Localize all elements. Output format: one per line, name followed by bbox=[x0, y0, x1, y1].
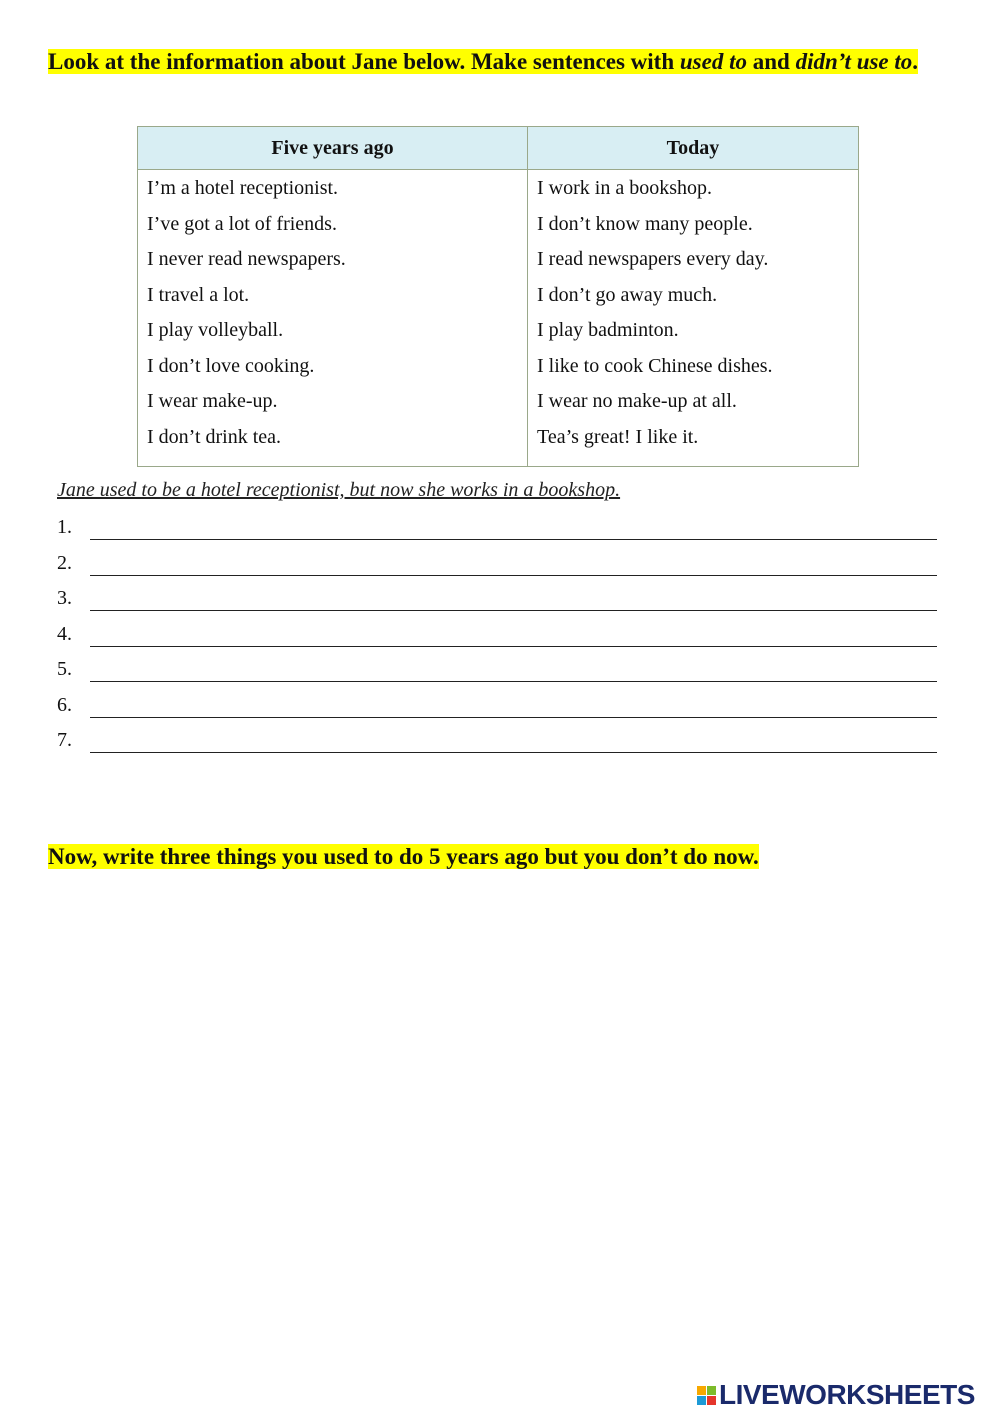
today-item: Tea’s great! I like it. bbox=[537, 425, 699, 448]
past-column bbox=[138, 170, 528, 467]
answer-number: 5. bbox=[57, 658, 72, 680]
past-item: I’ve got a lot of friends. bbox=[147, 212, 337, 235]
answer-row bbox=[57, 691, 937, 727]
answer-row bbox=[57, 620, 937, 656]
answer-row bbox=[57, 549, 937, 585]
second-instruction bbox=[48, 841, 759, 873]
today-item: I wear no make-up at all. bbox=[537, 390, 737, 412]
logo-square bbox=[697, 1386, 706, 1395]
header-today: Today bbox=[528, 127, 859, 170]
answer-blank-1[interactable] bbox=[90, 539, 937, 540]
answer-blank-2[interactable] bbox=[90, 575, 937, 576]
jane-info-table bbox=[137, 126, 859, 467]
answer-number: 7. bbox=[57, 729, 72, 751]
answer-number: 1. bbox=[57, 516, 72, 538]
answer-row bbox=[57, 584, 937, 620]
logo-text: LIVEWORKSHEETS bbox=[719, 1379, 975, 1410]
answer-number: 2. bbox=[57, 551, 72, 574]
logo-square bbox=[697, 1396, 706, 1405]
past-item: I don’t drink tea. bbox=[147, 425, 282, 448]
today-item: I don’t know many people. bbox=[537, 212, 753, 235]
answer-number: 4. bbox=[57, 622, 72, 645]
today-item: I don’t go away much. bbox=[537, 283, 718, 306]
today-item: I play badminton. bbox=[537, 319, 679, 341]
past-item: I wear make-up. bbox=[147, 390, 278, 412]
answer-blank-6[interactable] bbox=[90, 717, 937, 718]
logo-mark-icon bbox=[697, 1386, 716, 1405]
liveworksheets-logo bbox=[697, 1380, 975, 1410]
today-column bbox=[528, 170, 859, 467]
answer-row bbox=[57, 726, 937, 762]
today-item: I like to cook Chinese dishes. bbox=[537, 354, 773, 377]
past-item: I travel a lot. bbox=[147, 283, 250, 306]
example-sentence: Jane used to be a hotel receptionist, but now she works in a bookshop. bbox=[57, 479, 621, 501]
answer-blank-5[interactable] bbox=[90, 681, 937, 682]
answer-blank-4[interactable] bbox=[90, 646, 937, 647]
answer-lines bbox=[57, 513, 937, 762]
answer-row bbox=[57, 655, 937, 691]
past-item: I never read newspapers. bbox=[147, 248, 346, 270]
answer-number: 6. bbox=[57, 693, 72, 716]
instruction-highlight: Look at the information about Jane below. Make sentences with used to and didn’t use to. bbox=[48, 49, 919, 74]
second-instruction-text: Now, write three things you used to do 5 years ago but you don’t do now. bbox=[48, 844, 759, 869]
today-item: I work in a bookshop. bbox=[537, 177, 712, 199]
answer-blank-7[interactable] bbox=[90, 752, 937, 753]
past-item: I’m a hotel receptionist. bbox=[147, 177, 339, 199]
header-five-years-ago: Five years ago bbox=[138, 127, 528, 170]
instruction-heading bbox=[48, 44, 948, 80]
past-item: I don’t love cooking. bbox=[147, 354, 315, 377]
answer-number: 3. bbox=[57, 587, 72, 609]
logo-square bbox=[707, 1386, 716, 1395]
past-item: I play volleyball. bbox=[147, 319, 284, 341]
logo-square bbox=[707, 1396, 716, 1405]
answer-row bbox=[57, 513, 937, 549]
answer-blank-3[interactable] bbox=[90, 610, 937, 611]
today-item: I read newspapers every day. bbox=[537, 248, 769, 270]
